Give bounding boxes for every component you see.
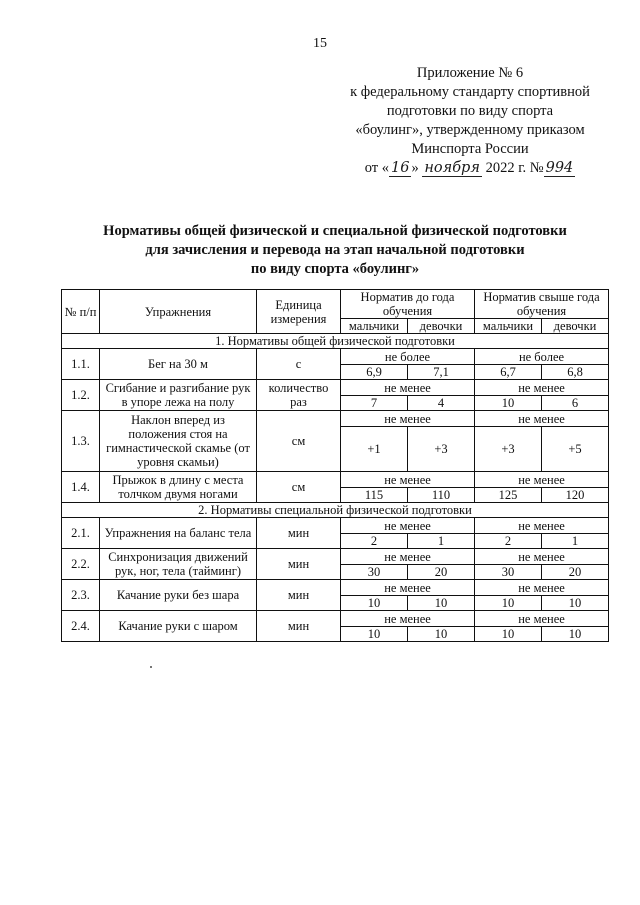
row-condition: не менее [341, 380, 475, 396]
header-num: № п/п [62, 290, 100, 334]
value-cell: 10 [542, 627, 609, 642]
row-exercise: Бег на 30 м [100, 349, 257, 380]
annex-line: Приложение № 6 [416, 65, 524, 81]
annex-line: «боулинг», утвержденному приказом [355, 122, 585, 138]
row-condition: не менее [475, 549, 609, 565]
row-unit: см [257, 472, 341, 503]
header-norm-first-year: Норматив до года обучения [341, 290, 475, 319]
value-cell: 6 [542, 396, 609, 411]
title-line: для зачисления и перевода на этап начальной подготовки [145, 242, 525, 258]
row-unit: мин [257, 580, 341, 611]
value-cell: 10 [408, 627, 475, 642]
section-title: 1. Нормативы общей физической подготовки [62, 334, 609, 349]
row-unit: с [257, 349, 341, 380]
value-cell: 30 [475, 565, 542, 580]
order-date-line [365, 159, 576, 178]
row-condition: не более [341, 349, 475, 365]
row-condition: не менее [341, 411, 475, 427]
row-exercise: Наклон вперед из положения стоя на гимнастической скамье (от уровня скамьи) [100, 411, 257, 472]
value-cell: 10 [341, 627, 408, 642]
value-cell: 10 [408, 596, 475, 611]
row-condition: не менее [475, 411, 609, 427]
row-condition: не более [475, 349, 609, 365]
row-exercise: Качание руки с шаром [100, 611, 257, 642]
value-cell: 7,1 [408, 365, 475, 380]
header-girls: девочки [542, 319, 609, 334]
annex-line: Минспорта России [411, 141, 529, 157]
date-day-handwritten: 16 [390, 160, 410, 176]
date-year: 2022 г. № [485, 160, 544, 176]
header-boys: мальчики [475, 319, 542, 334]
value-cell: 1 [408, 534, 475, 549]
value-cell: 6,9 [341, 365, 408, 380]
row-num: 2.4. [62, 611, 100, 642]
value-cell: 10 [475, 396, 542, 411]
row-exercise: Прыжок в длину с места толчком двумя ногами [100, 472, 257, 503]
value-cell: 4 [408, 396, 475, 411]
value-cell: 125 [475, 488, 542, 503]
header-exercise: Упражнения [100, 290, 257, 334]
row-unit: мин [257, 518, 341, 549]
value-cell: 2 [341, 534, 408, 549]
date-prefix: от « [364, 160, 389, 176]
title-line: по виду спорта «боулинг» [250, 261, 420, 277]
row-exercise: Синхронизация движений рук, ног, тела (тайминг) [100, 549, 257, 580]
header-norm-after-year: Норматив свыше года обучения [475, 290, 609, 319]
section-title: 2. Нормативы специальной физической подготовки [62, 503, 609, 518]
row-condition: не менее [475, 518, 609, 534]
value-cell: 7 [341, 396, 408, 411]
row-condition: не менее [341, 549, 475, 565]
title-line: Нормативы общей физической и специальной физической подготовки [103, 223, 567, 239]
norms-table [61, 289, 609, 642]
value-cell: 2 [475, 534, 542, 549]
value-cell: 6,7 [475, 365, 542, 380]
row-exercise: Качание руки без шара [100, 580, 257, 611]
row-condition: не менее [475, 380, 609, 396]
row-condition: не менее [475, 580, 609, 596]
value-cell: 10 [341, 596, 408, 611]
row-num: 1.2. [62, 380, 100, 411]
row-condition: не менее [475, 472, 609, 488]
value-cell: +1 [341, 427, 408, 472]
row-unit: см [257, 411, 341, 472]
annex-line: подготовки по виду спорта [386, 103, 554, 119]
row-num: 1.3. [62, 411, 100, 472]
value-cell: +5 [542, 427, 609, 472]
row-unit: мин [257, 611, 341, 642]
row-num: 2.3. [62, 580, 100, 611]
row-condition: не менее [341, 611, 475, 627]
row-condition: не менее [475, 611, 609, 627]
page-number: 15 [313, 36, 327, 51]
value-cell: 10 [542, 596, 609, 611]
row-num: 1.4. [62, 472, 100, 503]
value-cell: 1 [542, 534, 609, 549]
date-mid: » [411, 160, 419, 176]
annex-block [320, 64, 620, 178]
value-cell: +3 [408, 427, 475, 472]
value-cell: 10 [475, 627, 542, 642]
value-cell: 20 [542, 565, 609, 580]
row-exercise: Упражнения на баланс тела [100, 518, 257, 549]
row-condition: не менее [341, 518, 475, 534]
row-exercise: Сгибание и разгибание рук в упоре лежа на полу [100, 380, 257, 411]
order-number-handwritten: 994 [545, 160, 574, 176]
value-cell: 6,8 [542, 365, 609, 380]
row-condition: не менее [341, 472, 475, 488]
row-unit: мин [257, 549, 341, 580]
row-unit: количество раз [257, 380, 341, 411]
annex-line: к федеральному стандарту спортивной [350, 84, 590, 100]
value-cell: 30 [341, 565, 408, 580]
value-cell: 115 [341, 488, 408, 503]
value-cell: 120 [542, 488, 609, 503]
row-num: 2.2. [62, 549, 100, 580]
header-boys: мальчики [341, 319, 408, 334]
value-cell: 10 [475, 596, 542, 611]
document-title [60, 222, 610, 279]
value-cell: 110 [408, 488, 475, 503]
row-num: 1.1. [62, 349, 100, 380]
value-cell: +3 [475, 427, 542, 472]
header-girls: девочки [408, 319, 475, 334]
date-month-handwritten: ноября [424, 160, 480, 176]
row-num: 2.1. [62, 518, 100, 549]
scan-speck [150, 666, 152, 668]
value-cell: 20 [408, 565, 475, 580]
header-unit: Единица измерения [257, 290, 341, 334]
row-condition: не менее [341, 580, 475, 596]
